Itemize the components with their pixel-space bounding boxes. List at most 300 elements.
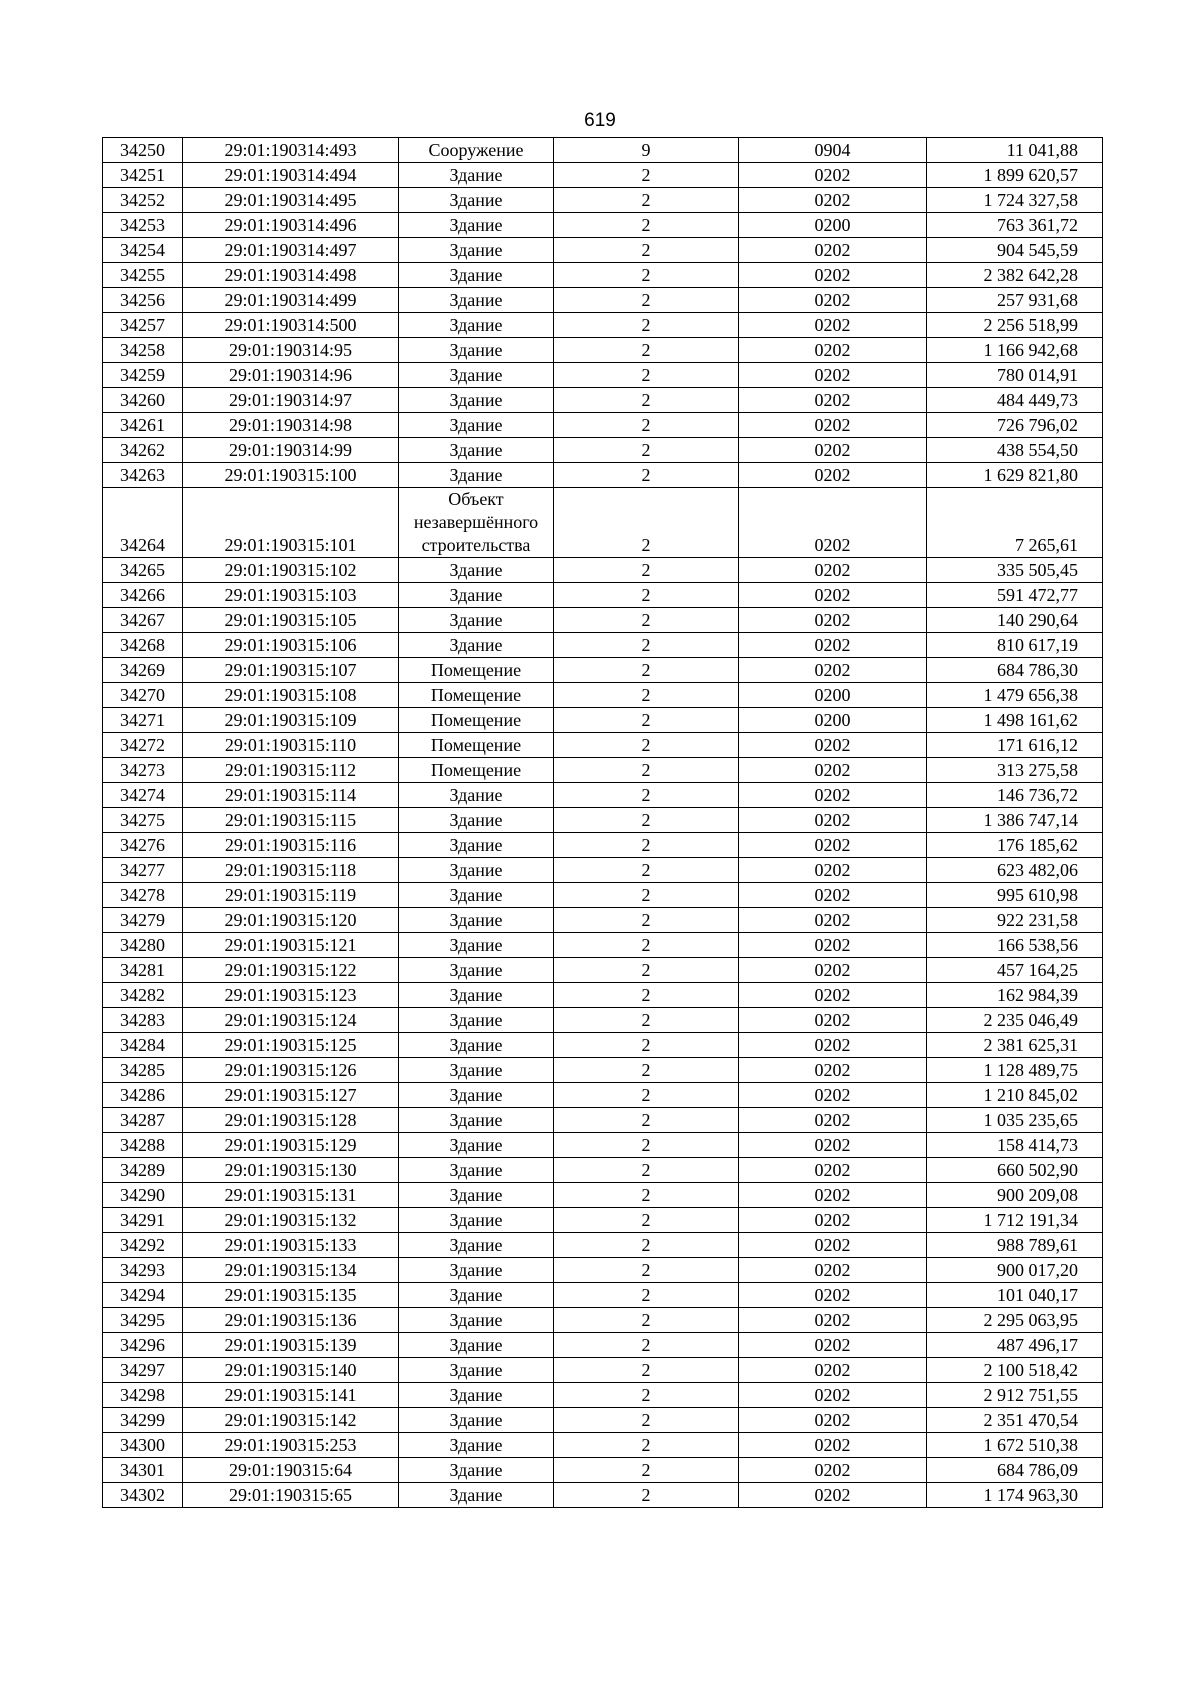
table-row: [103, 983, 1103, 1008]
row-number-cell: 34252: [103, 188, 183, 213]
row-number-cell: 34302: [103, 1483, 183, 1508]
code-cell: 0202: [739, 338, 927, 363]
row-number-cell: 34277: [103, 858, 183, 883]
table-row: [103, 908, 1103, 933]
row-number-cell: 34269: [103, 658, 183, 683]
code-cell: 0202: [739, 188, 927, 213]
group-cell: 2: [554, 758, 739, 783]
table-row: [103, 708, 1103, 733]
table-row: [103, 683, 1103, 708]
object-type-cell: Помещение: [399, 658, 554, 683]
code-cell: 0904: [739, 138, 927, 163]
cadastral-value-cell: 2 295 063,95: [927, 1308, 1103, 1333]
object-type-cell: Здание: [399, 463, 554, 488]
object-type-cell: Здание: [399, 808, 554, 833]
table-row: [103, 1383, 1103, 1408]
table-row: [103, 958, 1103, 983]
cadastral-number-cell: 29:01:190315:133: [183, 1233, 399, 1258]
cadastral-number-cell: 29:01:190315:100: [183, 463, 399, 488]
group-cell: 2: [554, 708, 739, 733]
cadastral-number-cell: 29:01:190314:99: [183, 438, 399, 463]
cadastral-number-cell: 29:01:190315:115: [183, 808, 399, 833]
cadastral-value-cell: 101 040,17: [927, 1283, 1103, 1308]
code-cell: 0202: [739, 488, 927, 558]
cadastral-number-cell: 29:01:190315:135: [183, 1283, 399, 1308]
code-cell: 0202: [739, 558, 927, 583]
group-cell: 2: [554, 338, 739, 363]
cadastral-number-cell: 29:01:190315:119: [183, 883, 399, 908]
group-cell: 2: [554, 858, 739, 883]
row-number-cell: 34260: [103, 388, 183, 413]
table-row: [103, 733, 1103, 758]
code-cell: 0202: [739, 858, 927, 883]
code-cell: 0202: [739, 608, 927, 633]
row-number-cell: 34279: [103, 908, 183, 933]
cadastral-value-cell: 487 496,17: [927, 1333, 1103, 1358]
object-type-cell: Здание: [399, 1358, 554, 1383]
row-number-cell: 34261: [103, 413, 183, 438]
row-number-cell: 34296: [103, 1333, 183, 1358]
table-row: [103, 1308, 1103, 1333]
code-cell: 0202: [739, 1308, 927, 1333]
cadastral-value-cell: 2 256 518,99: [927, 313, 1103, 338]
object-type-cell: Здание: [399, 933, 554, 958]
object-type-cell: Здание: [399, 558, 554, 583]
object-type-cell: Здание: [399, 263, 554, 288]
row-number-cell: 34256: [103, 288, 183, 313]
group-cell: 2: [554, 933, 739, 958]
cadastral-number-cell: 29:01:190315:112: [183, 758, 399, 783]
code-cell: 0202: [739, 1383, 927, 1408]
group-cell: 2: [554, 783, 739, 808]
object-type-cell: Здание: [399, 313, 554, 338]
table-row: [103, 1408, 1103, 1433]
cadastral-number-cell: 29:01:190315:122: [183, 958, 399, 983]
cadastral-value-cell: 484 449,73: [927, 388, 1103, 413]
code-cell: 0202: [739, 1083, 927, 1108]
code-cell: 0202: [739, 808, 927, 833]
cadastral-number-cell: 29:01:190315:64: [183, 1458, 399, 1483]
group-cell: 2: [554, 188, 739, 213]
table-row: [103, 858, 1103, 883]
table-row: [103, 1483, 1103, 1508]
object-type-cell: Здание: [399, 288, 554, 313]
cadastral-value-cell: 900 209,08: [927, 1183, 1103, 1208]
cadastral-value-cell: 1 629 821,80: [927, 463, 1103, 488]
code-cell: 0202: [739, 733, 927, 758]
table-row: [103, 1358, 1103, 1383]
code-cell: 0200: [739, 213, 927, 238]
group-cell: 2: [554, 1033, 739, 1058]
object-type-cell: Здание: [399, 1308, 554, 1333]
cadastral-value-cell: 1 166 942,68: [927, 338, 1103, 363]
table-row: [103, 463, 1103, 488]
cadastral-value-cell: 2 351 470,54: [927, 1408, 1103, 1433]
group-cell: 2: [554, 1233, 739, 1258]
table-row: [103, 608, 1103, 633]
table-row: [103, 1233, 1103, 1258]
code-cell: 0202: [739, 1008, 927, 1033]
cadastral-value-cell: 313 275,58: [927, 758, 1103, 783]
group-cell: 2: [554, 1308, 739, 1333]
code-cell: 0202: [739, 1458, 927, 1483]
row-number-cell: 34259: [103, 363, 183, 388]
table-row: [103, 833, 1103, 858]
table-row: [103, 633, 1103, 658]
group-cell: 2: [554, 1333, 739, 1358]
code-cell: 0202: [739, 1058, 927, 1083]
object-type-cell: Здание: [399, 238, 554, 263]
group-cell: 2: [554, 1358, 739, 1383]
object-type-cell: Здание: [399, 1083, 554, 1108]
code-cell: 0202: [739, 313, 927, 338]
table-row: [103, 213, 1103, 238]
object-type-cell: Здание: [399, 213, 554, 238]
group-cell: 2: [554, 463, 739, 488]
row-number-cell: 34275: [103, 808, 183, 833]
group-cell: 2: [554, 1108, 739, 1133]
object-type-cell: Здание: [399, 1008, 554, 1033]
row-number-cell: 34271: [103, 708, 183, 733]
code-cell: 0202: [739, 263, 927, 288]
cadastral-number-cell: 29:01:190314:496: [183, 213, 399, 238]
group-cell: 2: [554, 413, 739, 438]
row-number-cell: 34263: [103, 463, 183, 488]
object-type-cell: Здание: [399, 1233, 554, 1258]
cadastral-number-cell: 29:01:190315:108: [183, 683, 399, 708]
code-cell: 0202: [739, 413, 927, 438]
row-number-cell: 34265: [103, 558, 183, 583]
code-cell: 0202: [739, 1408, 927, 1433]
row-number-cell: 34286: [103, 1083, 183, 1108]
cadastral-value-cell: 2 382 642,28: [927, 263, 1103, 288]
table-row: [103, 1208, 1103, 1233]
object-type-cell: Здание: [399, 1058, 554, 1083]
object-type-cell: Здание: [399, 1483, 554, 1508]
cadastral-number-cell: 29:01:190314:493: [183, 138, 399, 163]
code-cell: 0202: [739, 583, 927, 608]
table-row: [103, 658, 1103, 683]
cadastral-number-cell: 29:01:190315:134: [183, 1258, 399, 1283]
group-cell: 2: [554, 238, 739, 263]
cadastral-value-cell: 660 502,90: [927, 1158, 1103, 1183]
table-row: [103, 1133, 1103, 1158]
group-cell: 2: [554, 608, 739, 633]
code-cell: 0202: [739, 463, 927, 488]
table-row: [103, 313, 1103, 338]
cadastral-number-cell: 29:01:190315:129: [183, 1133, 399, 1158]
object-type-cell: Помещение: [399, 758, 554, 783]
group-cell: 2: [554, 1258, 739, 1283]
cadastral-value-cell: 623 482,06: [927, 858, 1103, 883]
object-type-cell: Здание: [399, 363, 554, 388]
row-number-cell: 34289: [103, 1158, 183, 1183]
cadastral-number-cell: 29:01:190314:500: [183, 313, 399, 338]
object-type-cell: Здание: [399, 1183, 554, 1208]
code-cell: 0202: [739, 288, 927, 313]
cadastral-value-cell: 2 235 046,49: [927, 1008, 1103, 1033]
cadastral-number-cell: 29:01:190314:499: [183, 288, 399, 313]
cadastral-value-cell: 988 789,61: [927, 1233, 1103, 1258]
code-cell: 0202: [739, 958, 927, 983]
code-cell: 0202: [739, 1333, 927, 1358]
cadastral-number-cell: 29:01:190315:65: [183, 1483, 399, 1508]
cadastral-value-cell: 1 210 845,02: [927, 1083, 1103, 1108]
object-type-cell: Помещение: [399, 733, 554, 758]
cadastral-value-cell: 2 100 518,42: [927, 1358, 1103, 1383]
code-cell: 0202: [739, 633, 927, 658]
cadastral-number-cell: 29:01:190315:106: [183, 633, 399, 658]
cadastral-value-cell: 1 724 327,58: [927, 188, 1103, 213]
group-cell: 2: [554, 733, 739, 758]
object-type-cell: Здание: [399, 833, 554, 858]
group-cell: 2: [554, 1408, 739, 1433]
cadastral-number-cell: 29:01:190315:118: [183, 858, 399, 883]
cadastral-number-cell: 29:01:190315:142: [183, 1408, 399, 1433]
code-cell: 0202: [739, 238, 927, 263]
group-cell: 2: [554, 658, 739, 683]
cadastral-value-cell: 1 128 489,75: [927, 1058, 1103, 1083]
object-type-cell: Здание: [399, 858, 554, 883]
object-type-cell: Здание: [399, 338, 554, 363]
row-number-cell: 34274: [103, 783, 183, 808]
row-number-cell: 34276: [103, 833, 183, 858]
group-cell: 2: [554, 163, 739, 188]
group-cell: 2: [554, 363, 739, 388]
table-row: [103, 1333, 1103, 1358]
table-row: [103, 1283, 1103, 1308]
group-cell: 2: [554, 1483, 739, 1508]
cadastral-value-cell: 166 538,56: [927, 933, 1103, 958]
row-number-cell: 34258: [103, 338, 183, 363]
code-cell: 0202: [739, 1208, 927, 1233]
cadastral-number-cell: 29:01:190315:140: [183, 1358, 399, 1383]
row-number-cell: 34257: [103, 313, 183, 338]
cadastral-number-cell: 29:01:190315:114: [183, 783, 399, 808]
object-type-cell: Здание: [399, 1333, 554, 1358]
row-number-cell: 34278: [103, 883, 183, 908]
cadastral-value-cell: 763 361,72: [927, 213, 1103, 238]
row-number-cell: 34251: [103, 163, 183, 188]
object-type-cell: Здание: [399, 1158, 554, 1183]
table-row: [103, 363, 1103, 388]
cadastral-value-cell: 900 017,20: [927, 1258, 1103, 1283]
group-cell: 2: [554, 833, 739, 858]
table-row: [103, 1258, 1103, 1283]
table-row: [103, 758, 1103, 783]
code-cell: 0202: [739, 658, 927, 683]
code-cell: 0202: [739, 1283, 927, 1308]
cadastral-value-cell: 780 014,91: [927, 363, 1103, 388]
cadastral-number-cell: 29:01:190315:131: [183, 1183, 399, 1208]
cadastral-number-cell: 29:01:190315:136: [183, 1308, 399, 1333]
cadastral-value-cell: 591 472,77: [927, 583, 1103, 608]
group-cell: 2: [554, 438, 739, 463]
object-type-cell: Здание: [399, 413, 554, 438]
cadastral-number-cell: 29:01:190315:102: [183, 558, 399, 583]
cadastral-number-cell: 29:01:190315:120: [183, 908, 399, 933]
group-cell: 2: [554, 213, 739, 238]
code-cell: 0202: [739, 1433, 927, 1458]
code-cell: 0202: [739, 1358, 927, 1383]
cadastral-value-table: [102, 137, 1103, 1508]
table-row: [103, 188, 1103, 213]
cadastral-value-cell: 810 617,19: [927, 633, 1103, 658]
table-row: [103, 933, 1103, 958]
row-number-cell: 34292: [103, 1233, 183, 1258]
table-row: [103, 783, 1103, 808]
table-row: [103, 1108, 1103, 1133]
cadastral-number-cell: 29:01:190314:95: [183, 338, 399, 363]
table-row: [103, 558, 1103, 583]
cadastral-value-cell: 1 498 161,62: [927, 708, 1103, 733]
code-cell: 0202: [739, 783, 927, 808]
cadastral-number-cell: 29:01:190315:101: [183, 488, 399, 558]
cadastral-value-cell: 904 545,59: [927, 238, 1103, 263]
cadastral-number-cell: 29:01:190314:98: [183, 413, 399, 438]
row-number-cell: 34291: [103, 1208, 183, 1233]
row-number-cell: 34250: [103, 138, 183, 163]
code-cell: 0202: [739, 363, 927, 388]
row-number-cell: 34255: [103, 263, 183, 288]
row-number-cell: 34288: [103, 1133, 183, 1158]
row-number-cell: 34297: [103, 1358, 183, 1383]
code-cell: 0202: [739, 883, 927, 908]
row-number-cell: 34287: [103, 1108, 183, 1133]
code-cell: 0202: [739, 1158, 927, 1183]
object-type-cell: Здание: [399, 1133, 554, 1158]
table-row: [103, 1183, 1103, 1208]
row-number-cell: 34295: [103, 1308, 183, 1333]
object-type-cell: Здание: [399, 908, 554, 933]
table-row: [103, 413, 1103, 438]
object-type-cell: Здание: [399, 608, 554, 633]
cadastral-number-cell: 29:01:190314:497: [183, 238, 399, 263]
code-cell: 0202: [739, 1183, 927, 1208]
cadastral-value-cell: 1 712 191,34: [927, 1208, 1103, 1233]
code-cell: 0202: [739, 908, 927, 933]
object-type-cell: Здание: [399, 783, 554, 808]
cadastral-value-cell: 7 265,61: [927, 488, 1103, 558]
row-number-cell: 34267: [103, 608, 183, 633]
object-type-cell: Здание: [399, 1458, 554, 1483]
row-number-cell: 34266: [103, 583, 183, 608]
object-type-cell: Здание: [399, 1433, 554, 1458]
cadastral-value-cell: 1 899 620,57: [927, 163, 1103, 188]
table-row: [103, 388, 1103, 413]
group-cell: 2: [554, 583, 739, 608]
row-number-cell: 34264: [103, 488, 183, 558]
row-number-cell: 34293: [103, 1258, 183, 1283]
group-cell: 2: [554, 1383, 739, 1408]
group-cell: 2: [554, 1083, 739, 1108]
object-type-cell: Помещение: [399, 708, 554, 733]
row-number-cell: 34280: [103, 933, 183, 958]
cadastral-number-cell: 29:01:190315:109: [183, 708, 399, 733]
object-type-cell: Здание: [399, 1033, 554, 1058]
code-cell: 0202: [739, 983, 927, 1008]
cadastral-number-cell: 29:01:190315:130: [183, 1158, 399, 1183]
row-number-cell: 34282: [103, 983, 183, 1008]
row-number-cell: 34283: [103, 1008, 183, 1033]
group-cell: 2: [554, 883, 739, 908]
code-cell: 0202: [739, 833, 927, 858]
row-number-cell: 34298: [103, 1383, 183, 1408]
cadastral-number-cell: 29:01:190315:123: [183, 983, 399, 1008]
object-type-cell: Здание: [399, 633, 554, 658]
group-cell: 2: [554, 683, 739, 708]
cadastral-value-cell: 1 672 510,38: [927, 1433, 1103, 1458]
row-number-cell: 34300: [103, 1433, 183, 1458]
table-row: [103, 808, 1103, 833]
table-row: [103, 1058, 1103, 1083]
object-type-cell: Здание: [399, 1208, 554, 1233]
group-cell: 2: [554, 313, 739, 338]
cadastral-number-cell: 29:01:190314:97: [183, 388, 399, 413]
cadastral-value-cell: 684 786,09: [927, 1458, 1103, 1483]
cadastral-value-cell: 922 231,58: [927, 908, 1103, 933]
code-cell: 0202: [739, 1258, 927, 1283]
cadastral-value-cell: 995 610,98: [927, 883, 1103, 908]
code-cell: 0202: [739, 438, 927, 463]
cadastral-value-cell: 176 185,62: [927, 833, 1103, 858]
row-number-cell: 34262: [103, 438, 183, 463]
cadastral-value-cell: 158 414,73: [927, 1133, 1103, 1158]
cadastral-number-cell: 29:01:190315:132: [183, 1208, 399, 1233]
table-row: [103, 338, 1103, 363]
row-number-cell: 34281: [103, 958, 183, 983]
code-cell: 0200: [739, 708, 927, 733]
cadastral-number-cell: 29:01:190315:116: [183, 833, 399, 858]
table-row: [103, 488, 1103, 558]
cadastral-value-cell: 335 505,45: [927, 558, 1103, 583]
group-cell: 2: [554, 1183, 739, 1208]
table-row: [103, 288, 1103, 313]
group-cell: 2: [554, 808, 739, 833]
row-number-cell: 34285: [103, 1058, 183, 1083]
object-type-cell: Здание: [399, 983, 554, 1008]
code-cell: 0202: [739, 1133, 927, 1158]
cadastral-number-cell: 29:01:190314:498: [183, 263, 399, 288]
table-row: [103, 238, 1103, 263]
object-type-cell: Сооружение: [399, 138, 554, 163]
cadastral-value-cell: 457 164,25: [927, 958, 1103, 983]
cadastral-value-cell: 438 554,50: [927, 438, 1103, 463]
object-type-cell: Здание: [399, 438, 554, 463]
table-row: [103, 1008, 1103, 1033]
group-cell: 2: [554, 1008, 739, 1033]
cadastral-number-cell: 29:01:190315:141: [183, 1383, 399, 1408]
table-row: [103, 1083, 1103, 1108]
cadastral-number-cell: 29:01:190314:495: [183, 188, 399, 213]
object-type-cell: Здание: [399, 583, 554, 608]
table-row: [103, 263, 1103, 288]
code-cell: 0202: [739, 933, 927, 958]
cadastral-value-cell: 1 479 656,38: [927, 683, 1103, 708]
row-number-cell: 34253: [103, 213, 183, 238]
cadastral-number-cell: 29:01:190315:124: [183, 1008, 399, 1033]
group-cell: 2: [554, 1208, 739, 1233]
cadastral-value-cell: 146 736,72: [927, 783, 1103, 808]
row-number-cell: 34254: [103, 238, 183, 263]
cadastral-number-cell: 29:01:190315:110: [183, 733, 399, 758]
object-type-cell: Здание: [399, 388, 554, 413]
page-number: 619: [584, 110, 616, 131]
group-cell: 2: [554, 1283, 739, 1308]
object-type-cell: Здание: [399, 883, 554, 908]
group-cell: 2: [554, 958, 739, 983]
object-type-cell: Здание: [399, 958, 554, 983]
